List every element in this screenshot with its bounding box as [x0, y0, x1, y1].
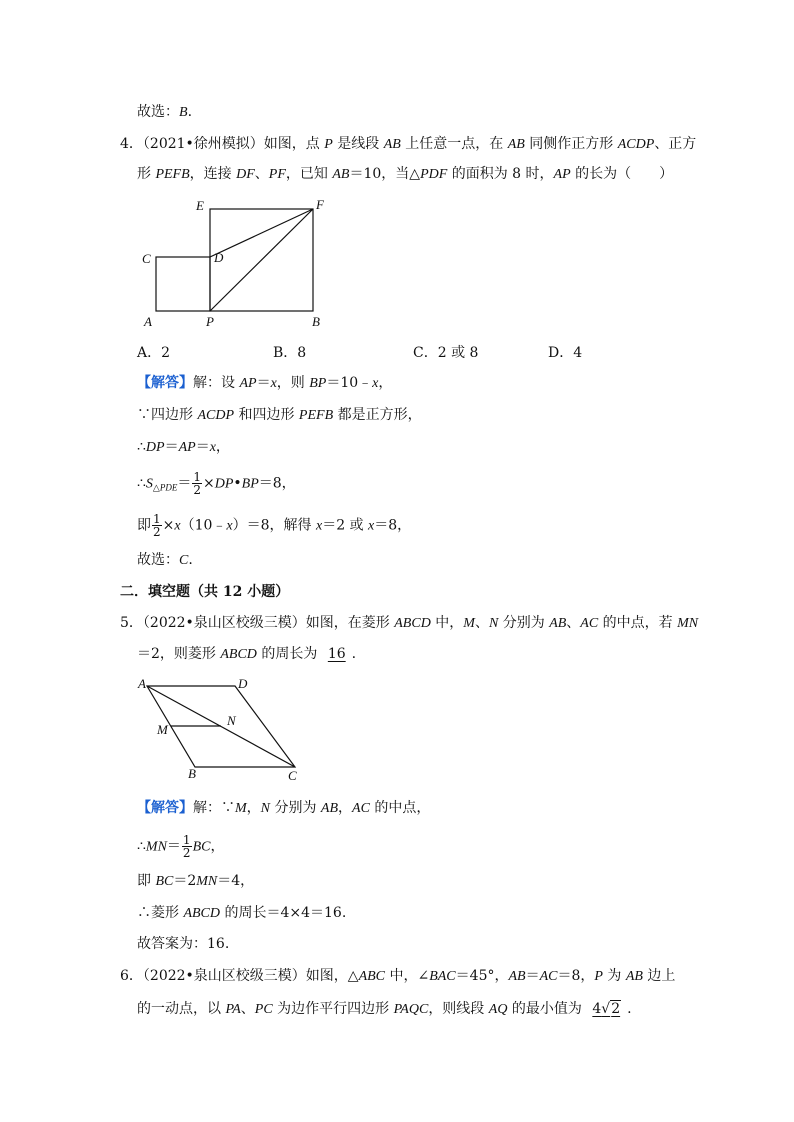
answer-blank: 4√2 [592, 1001, 621, 1017]
q5-answer-line1: 【解答】解：∵M，N 分别为 AB，AC 的中点， [137, 800, 431, 816]
label-F: F [316, 197, 324, 212]
q4-answer-line1: 【解答】解：设 AP＝x，则 BP＝10﹣x， [137, 375, 393, 391]
q4-stem-line1: 4．（2021•徐州模拟）如图，点 P 是线段 AB 上任意一点，在 AB 同侧作正方形 ACDP、正方 [120, 136, 697, 152]
label-C: C [142, 251, 151, 266]
answer-tag: 【解答】 [137, 800, 193, 816]
label-N: N [227, 713, 236, 728]
label-P: P [206, 314, 214, 329]
q5-answer-line3: 即 BC＝2MN＝4， [137, 873, 255, 889]
label-B: B [188, 766, 196, 781]
q4-figure [135, 192, 345, 332]
q4-answer-line5: 即 $\frac{1}{2}$ ×x（10﹣x）＝8，解得 x＝2 或 x＝8， [137, 512, 412, 539]
q5-answer-line4: ∴菱形 ABCD 的周长＝4×4＝16. [137, 905, 347, 921]
section-title: 二．填空题（共 12 小题） [120, 584, 290, 600]
q4-answer-line2: ∵四边形 ACDP 和四边形 PEFB 都是正方形， [137, 407, 422, 423]
q5-answer-line2: ∴MN＝ $\frac{1}{2}$ BC， [137, 833, 225, 860]
fraction-one-half: $\frac{1}{2}$ [182, 833, 191, 860]
fraction-one-half: $\frac{1}{2}$ [193, 470, 201, 497]
q6-stem-line1: 6．（2022•泉山区校级三模）如图，△ABC 中，∠BAC＝45°，AB＝AC＝8，P 为 AB 边上 [120, 968, 676, 984]
answer-tag: 【解答】 [137, 375, 193, 391]
q6-stem-line2: 的一动点，以 PA、PC 为边作平行四边形 PAQC，则线段 AQ 的最小值为 4√2 . [137, 1001, 632, 1017]
label-M: M [157, 722, 168, 737]
segment-DF [210, 209, 313, 257]
q5-stem-line1: 5．（2022•泉山区校级三模）如图，在菱形 ABCD 中，M、N 分别为 AB、AC 的中点，若 MN [120, 615, 699, 631]
q4-answer-line6: 故选：C. [137, 552, 193, 568]
q4-option-c: C．2 或 8 [413, 345, 479, 361]
label-A: A [144, 314, 152, 329]
square-ACDP [156, 257, 210, 311]
answer-blank: 16 [327, 646, 346, 662]
label-B: B [312, 314, 320, 329]
prev-choice-line: 故选：B. [137, 104, 193, 120]
fraction-one-half: $\frac{1}{2}$ [153, 512, 161, 539]
label-A: A [138, 676, 146, 691]
label-D: D [238, 676, 248, 691]
q4-option-b: B．8 [273, 345, 307, 361]
q4-answer-line3: ∴DP＝AP＝x， [137, 439, 230, 455]
q4-option-d: D．4 [548, 345, 583, 361]
q4-answer-line4: $\therefore S_{\triangle PDE}=$ $\frac{1}{2}$ ×DP•BP＝8， [137, 470, 296, 497]
label-D: D [214, 250, 224, 265]
q4-stem-line2: 形 PEFB，连接 DF、PF，已知 AB＝10，当△PDF 的面积为 8 时，AP 的长为（ ） [137, 166, 674, 182]
label-E: E [196, 198, 204, 213]
q4-option-a: A．2 [137, 345, 171, 361]
q5-stem-line2: ＝2，则菱形 ABCD 的周长为 16 . [137, 646, 357, 662]
q5-answer-line5: 故答案为：16. [137, 936, 230, 952]
segment-PF [210, 209, 313, 311]
q5-figure [135, 674, 310, 786]
label-C: C [288, 768, 297, 783]
